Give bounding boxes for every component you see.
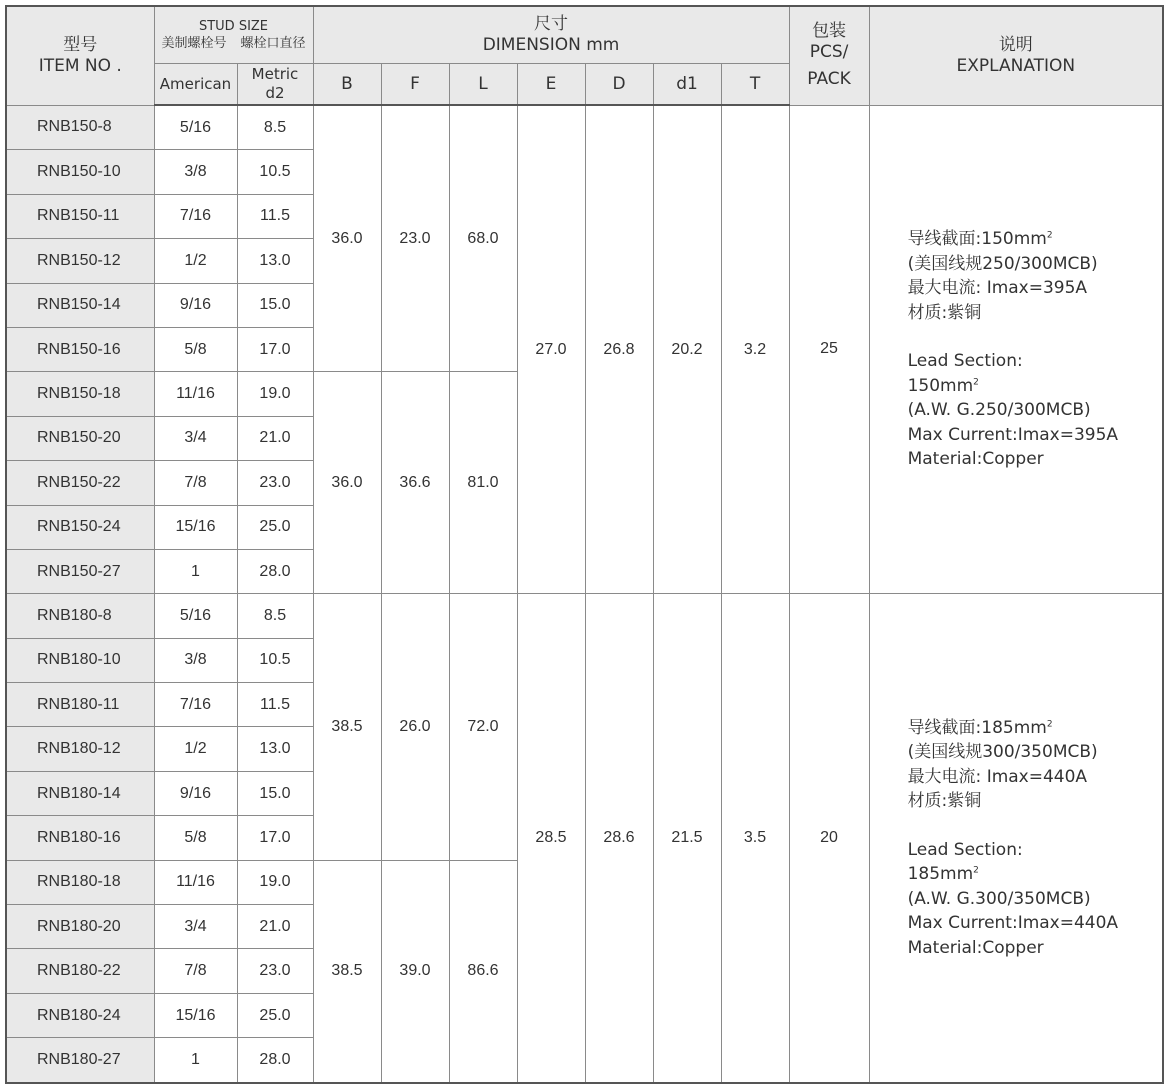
metric-cell: 21.0	[237, 416, 313, 460]
expl-en-awg	[908, 887, 1163, 912]
expl-en-awg-text: (A.W. G.300/350MCB)	[907, 888, 1091, 909]
dimension-header-cn: 尺寸	[534, 14, 569, 34]
expl-cn-current	[908, 765, 1163, 790]
american-cell: 1/2	[154, 727, 237, 771]
expl-en-current-text: Max Current:Imax=395A	[907, 424, 1119, 445]
spec-table-container	[5, 5, 1164, 1084]
dim-col-e: E	[517, 64, 585, 106]
dimension-header	[313, 6, 789, 64]
metric-header-line2: d2	[265, 84, 285, 102]
explanation-cell	[869, 594, 1163, 1083]
dim-f-cell: 39.0	[381, 860, 449, 1082]
metric-cell: 13.0	[237, 727, 313, 771]
expl-cn-current	[908, 276, 1163, 301]
expl-cn-awg-text: (美国线规250/300MCB)	[907, 253, 1098, 274]
expl-en-section-label	[908, 349, 1163, 374]
dim-e-cell: 28.5	[517, 594, 585, 1083]
stud-size-header	[154, 6, 313, 64]
item-no-cell: RNB180-22	[6, 949, 154, 993]
explanation-header-cn: 说明	[998, 34, 1033, 55]
metric-cell: 17.0	[237, 816, 313, 860]
american-cell: 5/8	[154, 816, 237, 860]
table-row	[6, 594, 1163, 638]
spec-table	[5, 5, 1164, 1084]
expl-en-awg-text: (A.W. G.250/300MCB)	[907, 400, 1091, 421]
expl-cn-awg	[908, 252, 1163, 277]
dim-b-cell: 38.5	[313, 860, 381, 1082]
item-no-cell: RNB180-10	[6, 638, 154, 682]
expl-gap	[908, 325, 1163, 349]
american-cell: 7/8	[154, 949, 237, 993]
dim-l-cell: 68.0	[449, 105, 517, 372]
pack-cell: 20	[789, 594, 869, 1083]
dim-b-cell: 36.0	[313, 105, 381, 372]
dimension-header-en: DIMENSION mm	[482, 35, 620, 55]
american-cell: 1	[154, 1038, 237, 1083]
metric-cell: 23.0	[237, 461, 313, 505]
metric-cell: 23.0	[237, 949, 313, 993]
american-cell: 15/16	[154, 993, 237, 1037]
dim-e-cell: 27.0	[517, 105, 585, 594]
american-cell: 11/16	[154, 860, 237, 904]
item-no-cell: RNB150-18	[6, 372, 154, 416]
metric-cell: 8.5	[237, 105, 313, 150]
pack-cell: 25	[789, 105, 869, 594]
explanation-header-en: EXPLANATION	[956, 55, 1076, 76]
expl-cn-section	[908, 716, 1163, 741]
american-cell: 3/8	[154, 638, 237, 682]
expl-en-section-sup: 2	[973, 865, 979, 876]
american-cell: 5/8	[154, 327, 237, 371]
expl-cn-section-sup: 2	[1046, 230, 1053, 241]
item-no-cell: RNB150-27	[6, 549, 154, 593]
american-cell: 5/16	[154, 105, 237, 150]
expl-cn-material	[908, 789, 1163, 814]
dim-col-f: F	[381, 64, 449, 106]
metric-cell: 28.0	[237, 1038, 313, 1083]
item-no-cell: RNB180-24	[6, 993, 154, 1037]
item-no-cell: RNB150-12	[6, 239, 154, 283]
metric-header-line1: Metric	[251, 65, 299, 83]
expl-en-awg	[908, 398, 1163, 423]
expl-en-material	[908, 936, 1163, 961]
american-cell: 7/16	[154, 194, 237, 238]
metric-cell: 8.5	[237, 594, 313, 638]
expl-en-section-text: 185mm	[907, 864, 974, 885]
item-no-cell: RNB180-18	[6, 860, 154, 904]
dim-f-cell: 36.6	[381, 372, 449, 594]
metric-cell: 13.0	[237, 239, 313, 283]
dim-l-cell: 81.0	[449, 372, 517, 594]
metric-cell: 11.5	[237, 194, 313, 238]
item-no-header-en: ITEM NO .	[38, 55, 122, 76]
metric-cell: 15.0	[237, 283, 313, 327]
american-cell: 11/16	[154, 372, 237, 416]
item-no-cell: RNB150-16	[6, 327, 154, 371]
american-cell: 3/4	[154, 905, 237, 949]
metric-cell: 25.0	[237, 993, 313, 1037]
dim-t-cell: 3.2	[721, 105, 789, 594]
dim-d1-cell: 20.2	[653, 105, 721, 594]
item-no-cell: RNB150-20	[6, 416, 154, 460]
expl-en-material	[908, 447, 1163, 472]
expl-cn-section	[908, 227, 1163, 252]
american-cell: 15/16	[154, 505, 237, 549]
dim-b-cell: 38.5	[313, 594, 381, 860]
metric-cell: 10.5	[237, 638, 313, 682]
stud-size-header-en: STUD SIZE	[198, 18, 269, 34]
expl-cn-section-text: 导线截面:185mm	[907, 717, 1047, 738]
item-no-cell: RNB150-11	[6, 194, 154, 238]
dim-col-t: T	[721, 64, 789, 106]
explanation-cell	[869, 105, 1163, 594]
metric-cell: 28.0	[237, 549, 313, 593]
item-no-cell: RNB180-8	[6, 594, 154, 638]
expl-cn-awg	[908, 740, 1163, 765]
expl-en-section	[908, 374, 1163, 399]
stud-american-cn: 美制螺栓号	[161, 35, 227, 51]
american-cell: 1	[154, 549, 237, 593]
expl-gap	[908, 814, 1163, 838]
pack-header-cn: 包装	[812, 21, 847, 42]
dim-d1-cell: 21.5	[653, 594, 721, 1083]
metric-header	[237, 64, 313, 106]
expl-en-section-label-text: Lead Section:	[907, 839, 1023, 860]
expl-cn-material-text: 材质:紫铜	[907, 302, 982, 323]
dim-col-d1: d1	[653, 64, 721, 106]
pack-header	[789, 6, 869, 105]
dim-b-cell: 36.0	[313, 372, 381, 594]
expl-cn-awg-text: (美国线规300/350MCB)	[907, 742, 1098, 763]
item-no-cell: RNB180-20	[6, 905, 154, 949]
expl-en-material-text: Material:Copper	[907, 937, 1044, 958]
dim-f-cell: 23.0	[381, 105, 449, 372]
metric-cell: 21.0	[237, 905, 313, 949]
american-cell: 7/16	[154, 683, 237, 727]
item-no-cell: RNB150-10	[6, 150, 154, 194]
dim-col-d: D	[585, 64, 653, 106]
expl-en-section-label	[908, 838, 1163, 863]
dim-l-cell: 72.0	[449, 594, 517, 860]
metric-cell: 17.0	[237, 327, 313, 371]
expl-en-material-text: Material:Copper	[907, 449, 1044, 470]
dim-l-cell: 86.6	[449, 860, 517, 1082]
american-header: American	[154, 64, 237, 106]
expl-cn-current-text: 最大电流: Imax=440A	[907, 766, 1088, 787]
item-no-cell: RNB150-14	[6, 283, 154, 327]
american-cell: 7/8	[154, 461, 237, 505]
expl-en-current-text: Max Current:Imax=440A	[907, 913, 1119, 934]
american-cell: 3/8	[154, 150, 237, 194]
item-no-header-cn: 型号	[63, 34, 98, 55]
metric-cell: 19.0	[237, 860, 313, 904]
explanation-header	[869, 6, 1163, 105]
metric-cell: 15.0	[237, 771, 313, 815]
expl-en-section-label-text: Lead Section:	[907, 351, 1023, 372]
item-no-cell: RNB180-12	[6, 727, 154, 771]
item-no-cell: RNB180-16	[6, 816, 154, 860]
metric-cell: 19.0	[237, 372, 313, 416]
item-no-cell: RNB150-22	[6, 461, 154, 505]
expl-cn-current-text: 最大电流: Imax=395A	[907, 278, 1088, 299]
stud-metric-cn: 螺栓口直径	[240, 35, 306, 51]
american-cell: 9/16	[154, 283, 237, 327]
expl-cn-material	[908, 301, 1163, 326]
expl-en-current	[908, 423, 1163, 448]
metric-cell: 25.0	[237, 505, 313, 549]
dim-col-l: L	[449, 64, 517, 106]
dim-f-cell: 26.0	[381, 594, 449, 860]
metric-cell: 10.5	[237, 150, 313, 194]
item-no-cell: RNB150-8	[6, 105, 154, 150]
dim-t-cell: 3.5	[721, 594, 789, 1083]
expl-en-section-text: 150mm	[907, 375, 974, 396]
pack-header-en1: PCS/	[809, 42, 849, 63]
american-cell: 5/16	[154, 594, 237, 638]
expl-en-current	[908, 911, 1163, 936]
expl-en-section	[908, 862, 1163, 887]
item-no-cell: RNB150-24	[6, 505, 154, 549]
american-cell: 9/16	[154, 771, 237, 815]
expl-cn-material-text: 材质:紫铜	[907, 791, 982, 812]
expl-en-section-sup: 2	[973, 376, 979, 387]
table-row	[6, 105, 1163, 150]
expl-cn-section-text: 导线截面:150mm	[907, 229, 1047, 250]
pack-header-en2: PACK	[807, 69, 851, 90]
item-no-header	[6, 6, 154, 105]
metric-cell: 11.5	[237, 683, 313, 727]
dim-d-cell: 28.6	[585, 594, 653, 1083]
american-cell: 3/4	[154, 416, 237, 460]
dim-d-cell: 26.8	[585, 105, 653, 594]
american-cell: 1/2	[154, 239, 237, 283]
item-no-cell: RNB180-14	[6, 771, 154, 815]
dim-col-b: B	[313, 64, 381, 106]
expl-cn-section-sup: 2	[1046, 719, 1053, 730]
item-no-cell: RNB180-27	[6, 1038, 154, 1083]
item-no-cell: RNB180-11	[6, 683, 154, 727]
